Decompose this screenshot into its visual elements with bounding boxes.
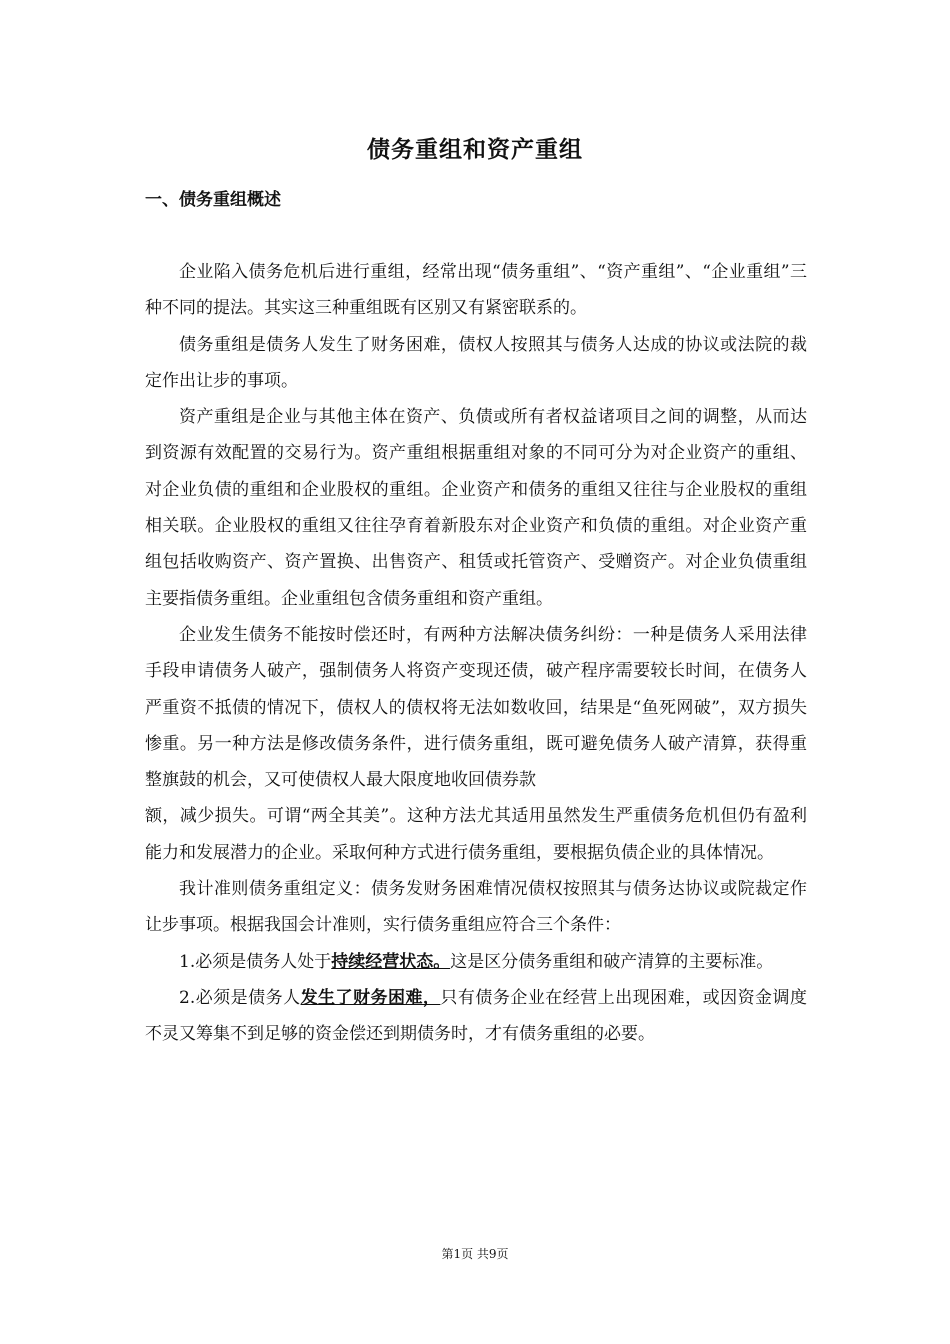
paragraph-6: 我计准则债务重组定义：债务发财务困难情况债权按照其与债务达协议或院裁定作让步事项。根据我国会计准则，实行债务重组应符合三个条件： <box>145 879 807 936</box>
paragraph-5: 额，减少损失。可谓“两全其美”。这种方法尤其适用虽然发生严重债务危机但仍有盈利能力和发展潜力的企业。采取何种方式进行债务重组，要根据负债企业的具体情况。 <box>145 806 807 863</box>
paragraph-1: 企业陷入债务危机后进行重组，经常出现“债务重组”、“资产重组”、“企业重组”三种不同的提法。其实这三种重组既有区别又有紧密联系的。 <box>145 262 807 319</box>
document-title: 债务重组和资产重组 <box>367 136 583 163</box>
paragraph-4: 企业发生债务不能按时偿还时，有两种方法解决债务纠纷：一种是债务人采用法律手段申请债务人破产，强制债务人将资产变现还债，破产程序需要较长时间，在债务人严重资不抵债的情况下，债权人的债权将无法如数收回，结果是“鱼死网破”，双方损失惨重。另一种方法是修改债务条件，进行债务重组，既可避免债务人破产清算，获得重整旗鼓的机会，又可使债权人最大限度地收回债券款 <box>145 624 807 791</box>
section-heading: 一、债务重组概述 <box>145 190 281 210</box>
paragraph-2: 债务重组是债务人发生了财务困难，债权人按照其与债务人达成的协议或法院的裁定作出让步的事项。 <box>145 334 807 391</box>
condition-1-prefix: 1.必须是债务人处于 <box>179 951 332 972</box>
document-body <box>145 254 807 1053</box>
condition-2 <box>145 980 807 1053</box>
condition-2-prefix: 2.必须是债务人 <box>179 987 301 1008</box>
condition-2-suffix: 只有债务企业在经营上出现困难，或因资金调度不灵又筹集不到足够的资金偿还到期债务时，才有债务重组的必要。 <box>145 987 808 1045</box>
condition-1-suffix: 这是区分债务重组和破产清算的主要标准。 <box>450 951 774 972</box>
page-footer: 第1页 共9页 <box>441 1247 509 1261</box>
condition-2-emphasis: 发生了财务困难， <box>300 987 441 1008</box>
condition-1-emphasis: 持续经营状态。 <box>331 951 451 972</box>
paragraph-3: 资产重组是企业与其他主体在资产、负债或所有者权益诸项目之间的调整，从而达到资源有效配置的交易行为。资产重组根据重组对象的不同可分为对企业资产的重组、对企业负债的重组和企业股权的重组。企业资产和债务的重组又往往与企业股权的重组相关联。企业股权的重组又往往孕育着新股东对企业资产和负债的重组。对企业资产重组包括收购资产、资产置换、出售资产、租赁或托管资产、受赠资产。对企业负债重组主要指债务重组。企业重组包含债务重组和资产重组。 <box>145 407 807 609</box>
condition-1 <box>145 944 807 980</box>
